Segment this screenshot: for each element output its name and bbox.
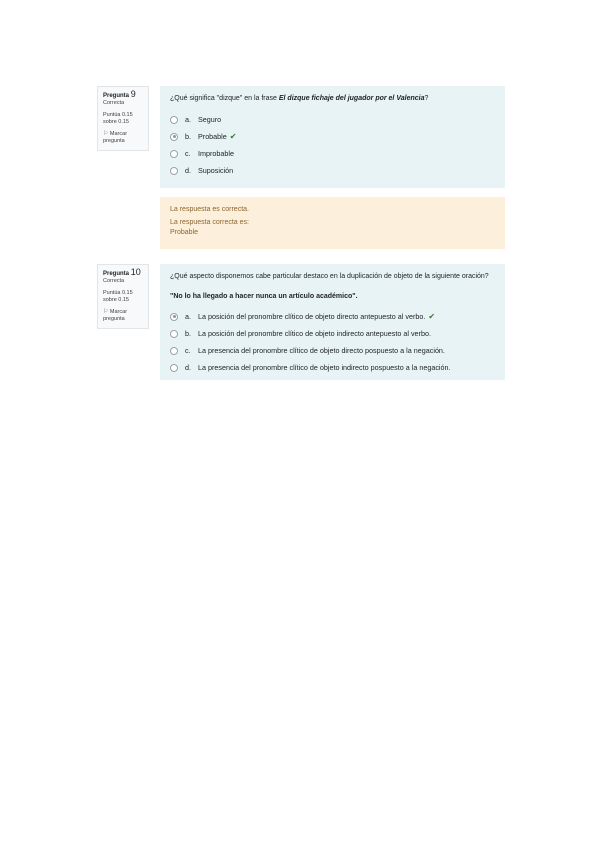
option-text: La presencia del pronombre clítico de objeto directo pospuesto a la negación.: [198, 346, 445, 355]
question-grade: Puntúa 0.15 sobre 0.15: [103, 290, 133, 303]
option-letter: b.: [185, 329, 191, 338]
radio-button[interactable]: [170, 167, 178, 175]
question-quote: "No lo ha llegado a hacer nunca un artículo académico".: [170, 293, 358, 300]
answer-option-a[interactable]: [170, 111, 495, 128]
flag-icon: ⚐: [103, 309, 109, 315]
question-state: Correcta: [103, 278, 125, 284]
option-text: Probable: [198, 132, 227, 141]
radio-button[interactable]: [170, 150, 178, 158]
feedback-box: [160, 197, 505, 249]
answer-option-d[interactable]: [170, 162, 495, 179]
option-text: Improbable: [198, 149, 234, 158]
option-text: Seguro: [198, 115, 222, 124]
question-formulation-10: [160, 264, 505, 380]
question-formulation-9: [160, 86, 505, 188]
radio-button[interactable]: [170, 330, 178, 338]
answer-option-b[interactable]: [170, 128, 495, 145]
option-text: La posición del pronombre clítico de objeto directo antepuesto al verbo.: [198, 312, 426, 321]
option-letter: a.: [185, 115, 191, 124]
answer-option-c[interactable]: [170, 145, 495, 162]
flag-label: Marcar pregunta: [103, 131, 128, 144]
option-text: Suposición: [198, 166, 234, 175]
question-number: [103, 269, 144, 278]
feedback-status: La respuesta es correcta.: [170, 206, 249, 213]
answer-option-a[interactable]: [170, 308, 495, 325]
question-text: [170, 94, 495, 103]
question-text-suffix: ?: [424, 95, 429, 102]
question-text: ¿Qué aspecto disponemos cabe particular destaco en la duplicación de objeto de la siguiente oración?: [170, 273, 489, 280]
check-icon: ✔: [229, 132, 237, 141]
radio-button[interactable]: [170, 116, 178, 124]
flag-question-link[interactable]: [103, 131, 144, 145]
question-text-prefix: ¿Qué significa "dizque" en la frase: [170, 95, 279, 102]
option-letter: a.: [185, 312, 191, 321]
radio-button[interactable]: [170, 347, 178, 355]
answer-option-b[interactable]: [170, 325, 495, 342]
option-text: La posición del pronombre clítico de objeto indirecto antepuesto al verbo.: [198, 329, 431, 338]
right-answer-label: La respuesta correcta es:: [170, 219, 249, 226]
question-label: Pregunta: [103, 271, 130, 277]
question-number: [103, 91, 144, 100]
option-text: La presencia del pronombre clítico de objeto indirecto pospuesto a la negación.: [198, 363, 451, 372]
flag-icon: ⚐: [103, 131, 109, 137]
option-letter: b.: [185, 132, 191, 141]
question-info-10: [97, 264, 149, 329]
right-answer: Probable: [170, 229, 199, 236]
question-grade: Puntúa 0.15 sobre 0.15: [103, 112, 133, 125]
option-letter: d.: [185, 363, 191, 372]
option-letter: c.: [185, 149, 191, 158]
question-label: Pregunta: [103, 93, 130, 99]
check-icon: ✔: [428, 312, 436, 321]
question-number-value: 10: [130, 267, 141, 277]
radio-button[interactable]: [170, 364, 178, 372]
answer-option-c[interactable]: [170, 342, 495, 359]
question-text-emphasis: El dizque fichaje del jugador por el Valencia: [278, 95, 425, 102]
question-state: Correcta: [103, 100, 125, 106]
radio-button-checked[interactable]: [170, 313, 178, 321]
flag-label: Marcar pregunta: [103, 309, 128, 322]
answer-list: [170, 111, 495, 179]
question-number-value: 9: [130, 89, 136, 99]
radio-button-checked[interactable]: [170, 133, 178, 141]
answer-list: [170, 308, 495, 376]
option-letter: d.: [185, 166, 191, 175]
option-letter: c.: [185, 346, 191, 355]
flag-question-link[interactable]: [103, 309, 144, 323]
question-info-9: [97, 86, 149, 151]
answer-option-d[interactable]: [170, 359, 495, 376]
